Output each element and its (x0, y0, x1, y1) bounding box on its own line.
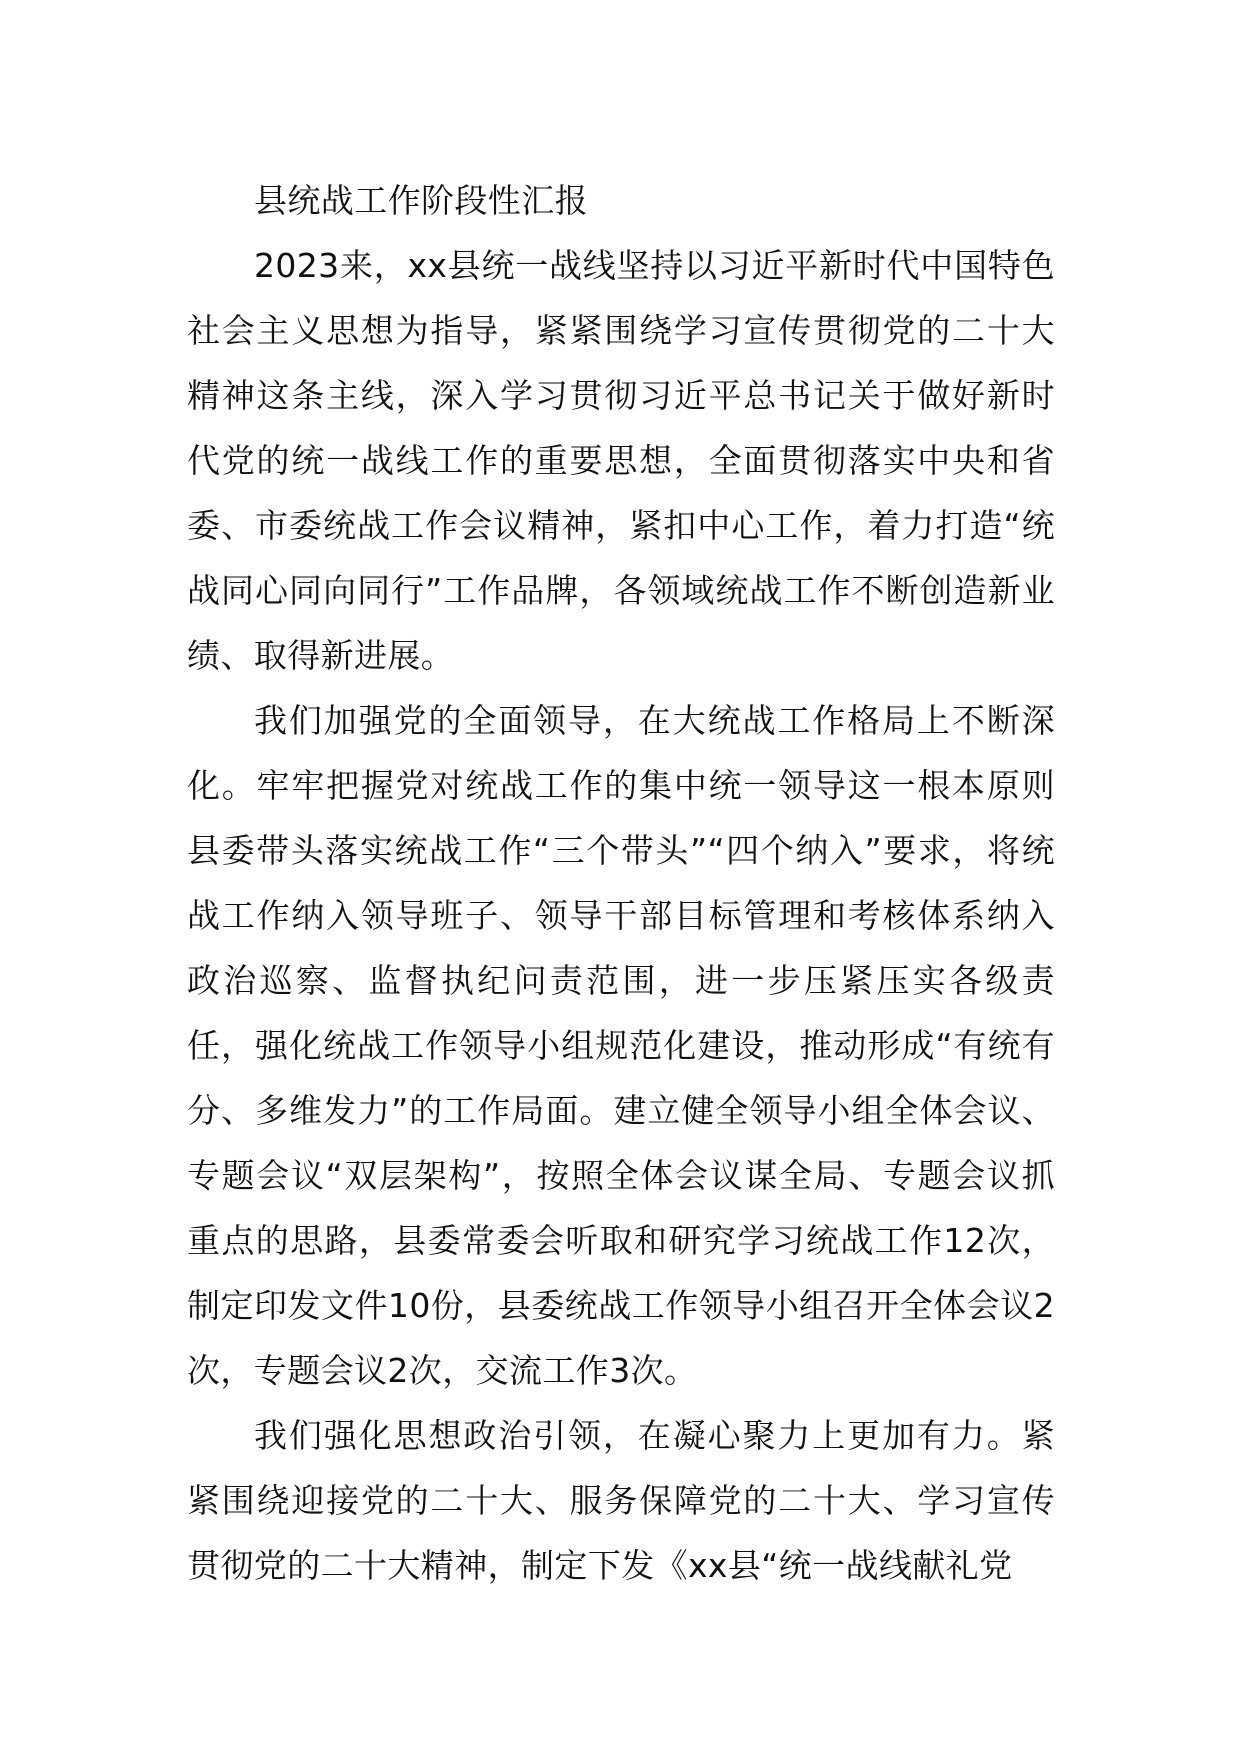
paragraph-ideology: 我们强化思想政治引领，在凝心聚力上更加有力。紧紧围绕迎接党的二十大、服务保障党的二十大、学习宣传贯彻党的二十大精神，制定下发《xx县“统一战线献礼党 (187, 1416, 1055, 1585)
document-title: 县统战工作阶段性汇报 (254, 181, 588, 220)
paragraph-intro: 2023来，xx县统一战线坚持以习近平新时代中国特色社会主义思想为指导，紧紧围绕学习宣传贯彻党的二十大精神这条主线，深入学习贯彻习近平总书记关于做好新时代党的统一战线工作的重要思想，全面贯彻落实中央和省委、市委统战工作会议精神，紧扣中心工作，着力打造“统战同心同向同行”工作品牌，各领域统战工作不断创造新业绩、取得新进展。 (187, 246, 1055, 675)
document-body (187, 168, 1055, 1598)
paragraph-leadership: 我们加强党的全面领导，在大统战工作格局上不断深化。牢牢把握党对统战工作的集中统一领导这一根本原则县委带头落实统战工作“三个带头”“四个纳入”要求，将统战工作纳入领导班子、领导干部目标管理和考核体系纳入政治巡察、监督执纪问责范围，进一步压紧压实各级责任，强化统战工作领导小组规范化建设，推动形成“有统有分、多维发力”的工作局面。建立健全领导小组全体会议、专题会议“双层架构”，按照全体会议谋全局、专题会议抓重点的思路，县委常委会听取和研究学习统战工作12次，制定印发文件10份，县委统战工作领导小组召开全体会议2次，专题会议2次，交流工作3次。 (187, 701, 1055, 1390)
